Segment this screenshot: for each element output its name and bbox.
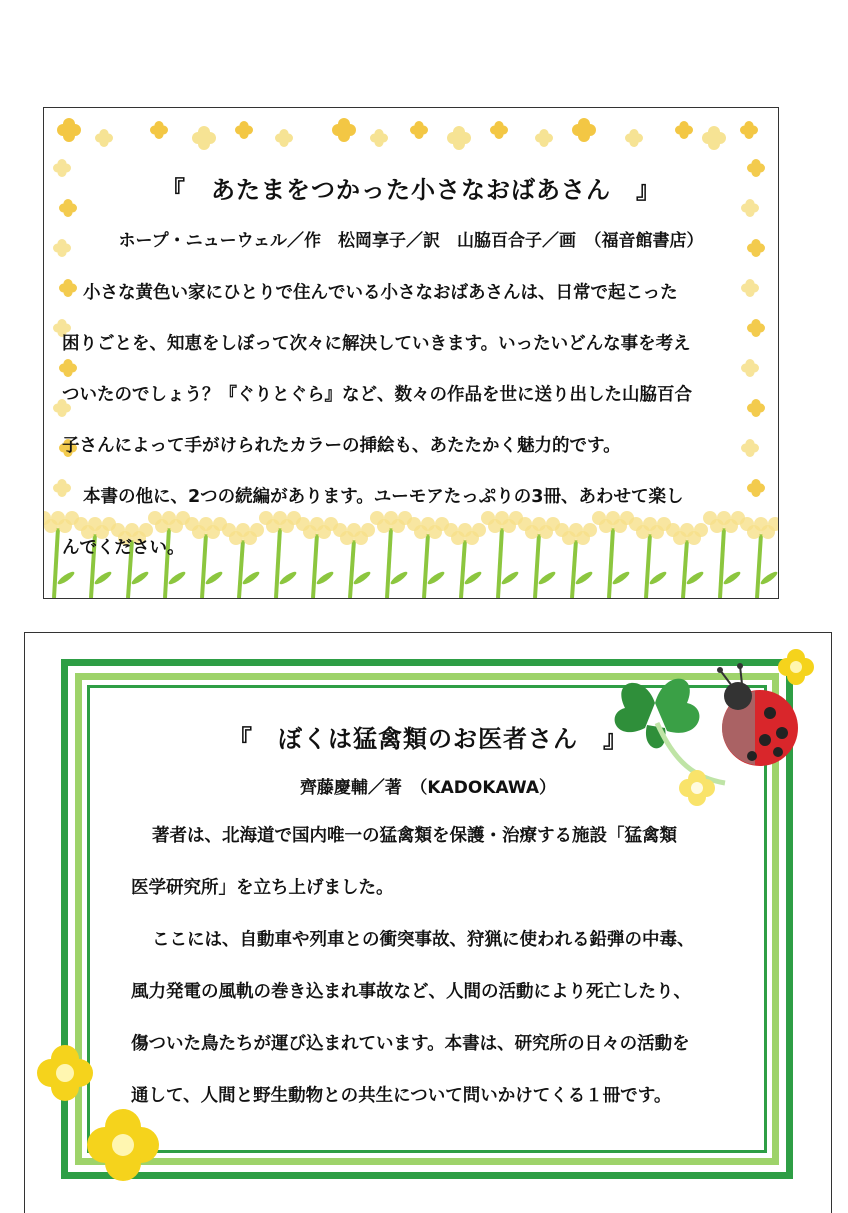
- book-description: [62, 268, 762, 574]
- description-line: 風力発電の風軌の巻き込まれ事故など、人間の活動により死亡したり、: [131, 982, 691, 1002]
- flower-icon: [37, 1045, 93, 1101]
- description-line: 本書の他に、2つの続編があります。ユーモアたっぷりの3冊、あわせて楽し: [83, 487, 684, 507]
- description-line: 通して、人間と野生動物との共生について問いかけてくる１冊です。: [131, 1086, 672, 1106]
- book-title: 『 ぼくは猛禽類のお医者さん 』: [228, 725, 628, 753]
- description-line: んでください。: [62, 538, 185, 558]
- description-line: 医学研究所」を立ち上げました。: [131, 878, 394, 898]
- book-card-1: [43, 107, 779, 599]
- description-line: 子さんによって手がけられたカラーの挿絵も、あたたかく魅力的です。: [62, 436, 621, 456]
- flower-icon: [778, 649, 814, 685]
- description-line: ここには、自動車や列車との衝突事故、狩猟に使われる鉛弾の中毒、: [152, 930, 695, 950]
- book-title: 『 あたまをつかった小さなおばあさん 』: [161, 176, 661, 204]
- description-line: 困りごとを、知恵をしぼって次々に解決していきます。いったいどんな事を考え: [62, 334, 691, 354]
- book-description: [131, 810, 741, 1122]
- description-line: 小さな黄色い家にひとりで住んでいる小さなおばあさんは、日常で起こった: [83, 283, 678, 303]
- description-line: 傷ついた鳥たちが運び込まれています。本書は、研究所の日々の活動を: [131, 1034, 690, 1054]
- description-line: 著者は、北海道で国内唯一の猛禽類を保護・治療する施設「猛禽類: [152, 826, 677, 846]
- description-line: ついたのでしょう？『ぐりとぐら』など、数々の作品を世に送り出した山脇百合: [62, 385, 692, 405]
- book-credit: ホープ・ニューウェル／作 松岡享子／訳 山脇百合子／画 （福音館書店）: [118, 231, 704, 251]
- book-card-2: [24, 632, 832, 1213]
- book-credit: 齊藤慶輔／著 （KADOKAWA）: [299, 778, 557, 798]
